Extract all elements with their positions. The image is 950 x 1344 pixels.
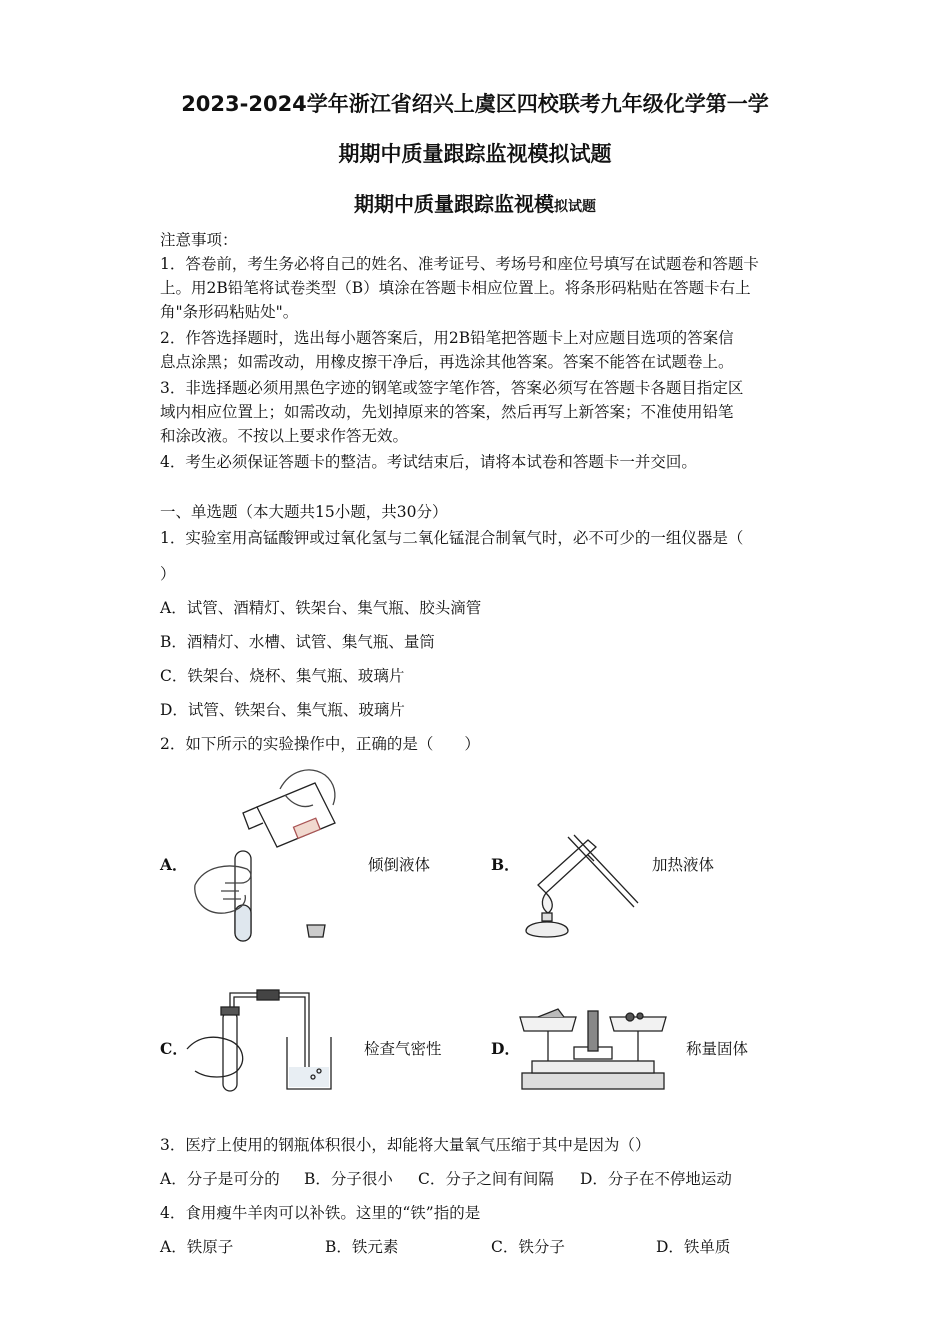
q2-figure-a-caption: 倾倒液体: [368, 856, 431, 874]
q3-option-d: D．分子在不停地运动: [580, 1170, 732, 1188]
notice-line: 4．考生必须保证答题卡的整洁。考试结束后，请将本试卷和答题卡一并交回。: [160, 453, 697, 471]
q1-option-a: A．试管、酒精灯、铁架台、集气瓶、胶头滴管: [160, 599, 482, 617]
notice-line: 角"条形码粘贴处"。: [160, 303, 299, 321]
notice-line: 上。用2B铅笔将试卷类型（B）填涂在答题卡相应位置上。将条形码粘贴在答题卡右上: [160, 279, 751, 297]
q2-figure-d-label: D．: [491, 1039, 520, 1058]
weighing-balance-illustration: [518, 1003, 668, 1093]
q4-option-b: B．铁元素: [325, 1238, 399, 1256]
subtitle-small: 拟试题: [554, 199, 596, 215]
q2-figure-c-caption: 检查气密性: [364, 1040, 442, 1058]
q4-stem: 4．食用瘦牛羊肉可以补铁。这里的“铁”指的是: [160, 1204, 481, 1222]
notice-line: 域内相应位置上；如需改动，先划掉原来的答案，然后再写上新答案；不准使用铅笔: [160, 403, 734, 421]
notice-heading: 注意事项：: [160, 231, 238, 249]
q3-option-a: A．分子是可分的: [160, 1170, 280, 1188]
notice-line: 3．非选择题必须用黑色字迹的钢笔或签字笔作答，答案必须写在答题卡各题目指定区: [160, 379, 744, 397]
exam-title-line2: 期期中质量跟踪监视模拟试题: [338, 142, 612, 166]
notice-line: 和涂改液。不按以上要求作答无效。: [160, 427, 409, 445]
q1-stem: 1．实验室用高锰酸钾或过氧化氢与二氧化锰混合制氧气时，必不可少的一组仪器是（: [160, 529, 744, 547]
q2-figure-b-caption: 加热液体: [652, 856, 715, 874]
subtitle-big: 期期中质量跟踪监视模: [354, 192, 554, 216]
heating-liquid-illustration: [518, 835, 643, 945]
q4-option-a: A．铁原子: [160, 1238, 234, 1256]
section-heading: 一、单选题（本大题共15小题，共30分）: [160, 503, 448, 521]
q2-figure-c-label: C．: [160, 1039, 188, 1058]
q2-figure-d-caption: 称量固体: [686, 1040, 749, 1058]
q4-option-c: C．铁分子: [491, 1238, 565, 1256]
exam-subtitle: [0, 188, 950, 217]
q3-option-c: C．分子之间有间隔: [418, 1170, 554, 1188]
q4-option-d: D．铁单质: [656, 1238, 731, 1256]
q2-figure-b-label: B．: [491, 855, 520, 874]
q3-stem: 3．医疗上使用的钢瓶体积很小，却能将大量氧气压缩于其中是因为（）: [160, 1136, 651, 1154]
q1-option-d: D．试管、铁架台、集气瓶、玻璃片: [160, 701, 405, 719]
q1-stem-end: ）: [160, 565, 176, 583]
airtightness-check-illustration: [187, 985, 337, 1095]
exam-title-line1: 2023-2024学年浙江省绍兴上虞区四校联考九年级化学第一学: [181, 92, 769, 116]
q1-option-c: C．铁架台、烧杯、集气瓶、玻璃片: [160, 667, 405, 685]
q1-option-b: B．酒精灯、水槽、试管、集气瓶、量筒: [160, 633, 435, 651]
q2-stem: 2．如下所示的实验操作中，正确的是（ ）: [160, 735, 480, 753]
notice-line: 2．作答选择题时，选出每小题答案后，用2B铅笔把答题卡上对应题目选项的答案信: [160, 329, 734, 347]
pouring-liquid-illustration: [185, 765, 345, 950]
notice-line: 息点涂黑；如需改动，用橡皮擦干净后，再选涂其他答案。答案不能答在试题卷上。: [160, 353, 734, 371]
notice-line: 1．答卷前，考生务必将自己的姓名、准考证号、考场号和座位号填写在试题卷和答题卡: [160, 255, 759, 273]
q3-option-b: B．分子很小: [304, 1170, 393, 1188]
q2-figure-a-label: A．: [160, 855, 188, 874]
